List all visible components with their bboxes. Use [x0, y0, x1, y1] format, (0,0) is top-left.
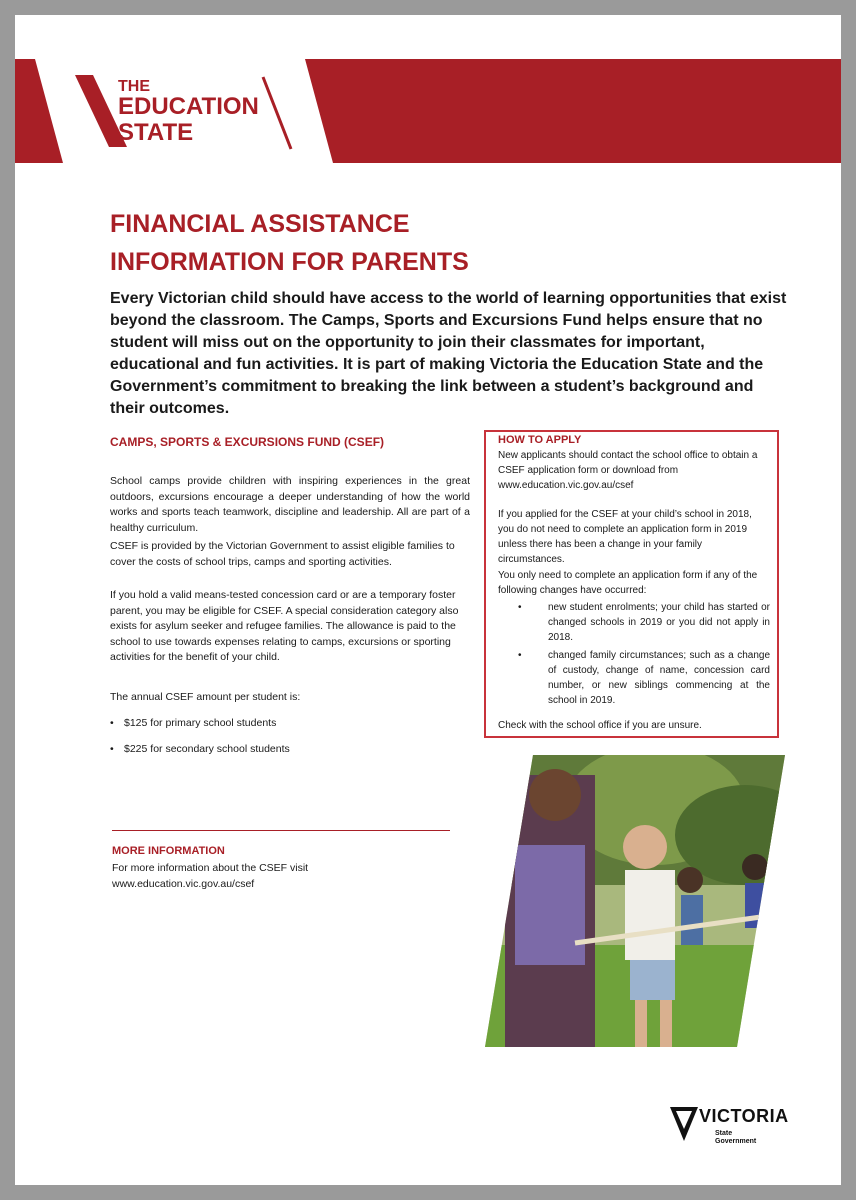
more-info-text: For more information about the CSEF visit [112, 862, 309, 874]
bullet-icon: • [110, 717, 114, 729]
how-to-apply-heading: HOW TO APPLY [498, 434, 582, 446]
bullet-icon: • [518, 602, 522, 613]
document-page [15, 15, 841, 1185]
intro-paragraph: Every Victorian child should have access to the world of learning opportunities that exist beyond the classroom. The Camps, Sports and Excursions Fund helps ensure that no student will miss out on the opportunity to join their classmates for important, educational and fun activities. It is part of making Victoria the Education State and the Government’s commitment to breaking the link between a student’s background and their outcomes. [110, 290, 787, 417]
apply-paragraph-2: If you applied for the CSEF at your child’s school in 2018, you do not need to complete an application form in 2019 unless there has been a change in your family circumstances. [498, 509, 752, 565]
logo-word-the: THE [118, 78, 150, 95]
logo-word-state: STATE [118, 119, 194, 146]
logo-word-education: EDUCATION [118, 93, 259, 120]
csef-paragraph-1: School camps provide children with inspiring experiences in the great outdoors, excursions encourage a deeper understanding of how the world works and sports teach teamwork, discipline and leadership. All are part of a healthy curriculum. [110, 475, 470, 534]
apply-paragraph-1: New applicants should contact the school office to obtain a CSEF application form or download from www.education.vic.gov.au/csef [498, 450, 758, 491]
bullet-icon: • [110, 743, 114, 755]
more-info-link[interactable]: www.education.vic.gov.au/csef [112, 878, 255, 890]
page-subtitle: INFORMATION FOR PARENTS [110, 248, 469, 276]
csef-amount-list [110, 715, 450, 767]
logo-accent-line [263, 77, 291, 149]
list-item [110, 741, 450, 767]
amount-primary: $125 for primary school students [124, 717, 277, 729]
apply-closing: Check with the school office if you are unsure. [498, 720, 702, 731]
children-tug-of-war-photo [485, 755, 785, 1047]
victoria-wordmark: VICTORIA [699, 1106, 789, 1126]
government-word: Government [715, 1138, 757, 1145]
more-info-heading: MORE INFORMATION [112, 845, 225, 857]
more-info-divider [112, 830, 450, 831]
csef-paragraph-2: CSEF is provided by the Victorian Government to assist eligible families to cover the costs of school trips, camps and sporting activities. [110, 540, 455, 568]
list-item [110, 715, 450, 741]
apply-change-list [498, 600, 770, 711]
list-item [498, 648, 770, 708]
apply-paragraph-3: You only need to complete an application form if any of the following changes have occurred: [498, 570, 758, 596]
bullet-icon: • [518, 650, 522, 661]
csef-paragraph-3: If you hold a valid means-tested concession card or are a temporary foster parent, you may be eligible for CSEF. A special consideration category also exists for asylum seeker and refugee families. The allowance is paid to the school to use towards expenses relating to camps, excursions or sporting activities for the benefit of your child. [110, 589, 459, 663]
amount-secondary: $225 for secondary school students [124, 743, 290, 755]
csef-amount-intro: The annual CSEF amount per student is: [110, 691, 301, 703]
banner-right-block [305, 59, 841, 163]
banner-left-stripe [15, 59, 63, 163]
state-word: State [715, 1130, 733, 1137]
list-item [498, 600, 770, 645]
apply-bullet-1: new student enrolments; your child has started or changed schools in 2019 or you did not apply in 2018. [548, 602, 770, 643]
page-title: FINANCIAL ASSISTANCE [110, 210, 410, 238]
how-to-apply-box [484, 430, 779, 738]
apply-bullet-2: changed family circumstances; such as a change of custody, change of name, concession card number, or new siblings commencing at the school in 2019. [548, 650, 770, 706]
state-government-text [715, 1130, 756, 1146]
csef-heading: CAMPS, SPORTS & EXCURSIONS FUND (CSEF) [110, 435, 385, 449]
